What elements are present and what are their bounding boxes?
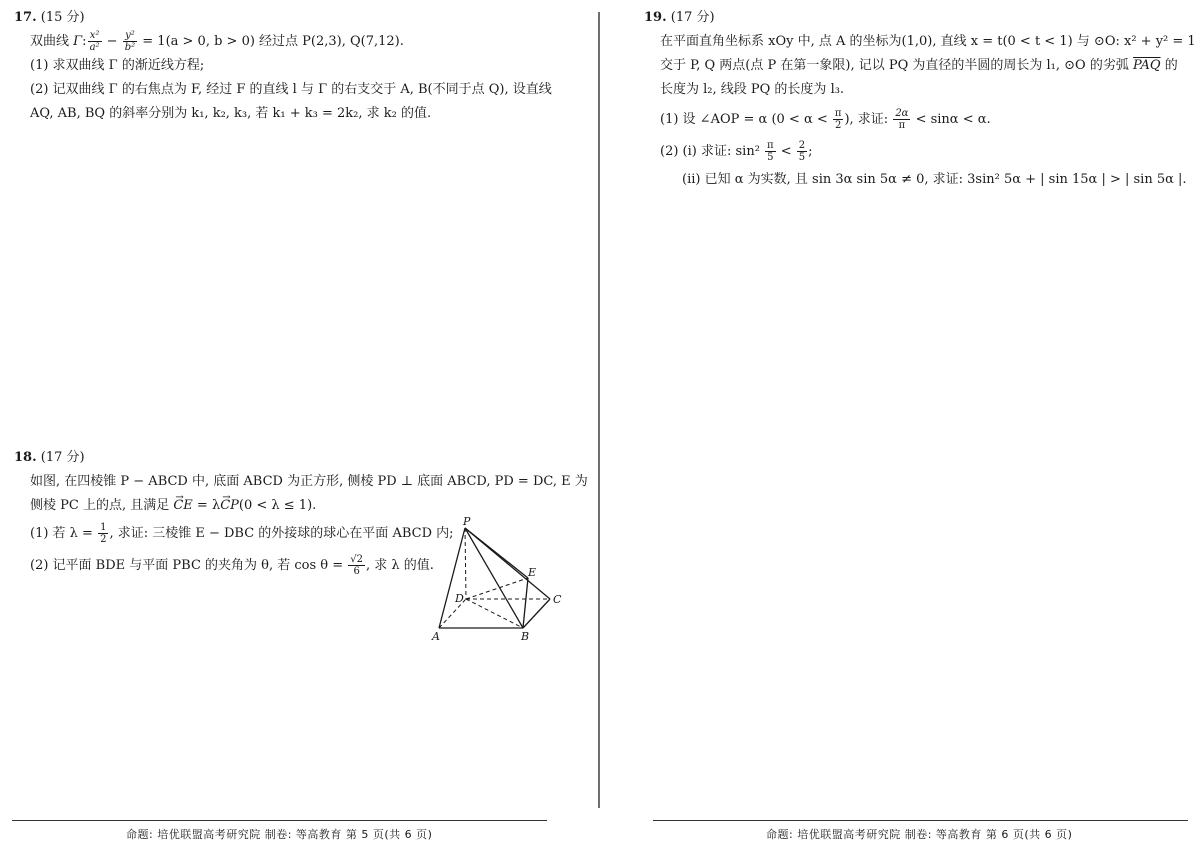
label-b: B [521,630,530,643]
left-footer-rule [12,820,547,821]
fraction-2alpha-over-pi: $\frac{2\alpha}{\pi}$ [895,108,909,131]
problem-17-question-2-line-1: (2) 记双曲线 Γ 的右焦点为 F, 经过 F 的直线 l 与 Γ 的右支交于 A, B(不同于点 Q), 设直线 [30,82,552,97]
right-footer-rule [653,820,1188,821]
vector-cp: → CP [220,498,239,513]
problem-19-number: 19. [644,10,667,25]
edge-pa [439,528,465,628]
fraction-pi-over-5: $\frac{\pi}{5}$ [767,140,774,163]
problem-19-stem-line-1: 在平面直角坐标系 xOy 中, 点 A 的坐标为(1,0), 直线 x = t(0 < t < 1) 与 ⊙O: x² + y² = 1 [660,34,1196,49]
label-d: D [455,592,464,605]
problem-19 [644,6,1196,192]
fraction-x2-a2: $\frac{\text{x²}}{\text{a²}}$ [89,30,100,53]
label-e: E [528,566,537,579]
label-p: P [463,516,471,528]
label-a: A [432,630,440,643]
left-page [0,0,598,861]
problem-17-score: (15 分) [40,10,85,25]
arc-paq: $\overline{PAQ}$ [1132,58,1161,73]
problem-18-question-2: (2) 记平面 BDE 与平面 PBC 的夹角为 θ, 若 cos θ = $\frac{√2}{6}$ , 求 λ 的值. [30,554,434,577]
problem-18-stem-line-1: 如图, 在四棱锥 P − ABCD 中, 底面 ABCD 为正方形, 侧棱 PD ⊥ 底面 ABCD, PD = DC, E 为 [30,474,588,489]
edge-de [466,578,528,599]
problem-17-question-2-line-2: AQ, AB, BQ 的斜率分别为 k₁, k₂, k₃, 若 k₁ + k₃ = 2k₂, 求 k₂ 的值. [30,106,432,121]
problem-18-number: 18. [14,450,37,465]
edge-pd [465,528,466,599]
problem-18-question-1: (1) 若 λ = $\frac{1}{2}$ , 求证: 三棱锥 E − DBC 的外接球的球心在平面 ABCD 内; [30,522,454,545]
left-footer: 命题: 培优联盟高考研究院 制卷: 等高教育 第 5 页(共 6 页) [126,828,433,841]
problem-17 [14,6,584,126]
problem-19-question-1: (1) 设 ∠AOP = α (0 < α < $\frac{\pi}{2}$ ), 求证: $\frac{2\alpha}{\pi}$ < sinα < α. [660,108,991,131]
right-footer: 命题: 培优联盟高考研究院 制卷: 等高教育 第 6 页(共 6 页) [766,828,1073,841]
fraction-one-half: $\frac{1}{2}$ [100,522,107,545]
edge-pe [465,528,528,578]
label-c: C [553,593,562,606]
problem-19-stem-line-3: 长度为 l₂, 线段 PQ 的长度为 l₃. [660,82,845,97]
problem-18-score: (17 分) [40,450,85,465]
problem-19-question-2-ii: (ⅱ) 已知 α 为实数, 且 sin 3α sin 5α ≠ 0, 求证: 3sin² 5α + | sin 15α | > | sin 5α |. [682,172,1187,187]
fraction-y2-b2: $\frac{\text{y²}}{\text{b²}}$ [124,30,136,53]
fraction-two-fifths: $\frac{2}{5}$ [798,140,806,163]
problem-19-stem-line-2: 交于 P, Q 两点(点 P 在第一象限), 记以 PQ 为直径的半圆的周长为 l₁, ⊙O 的劣弧 $\overline{PAQ}$ 的 [660,58,1178,73]
problem-17-stem: 双曲线 Γ: $\frac{\text{x²}}{\text{a²}}$ − $\frac{\text{y²}}{\text{b²}}$ = 1(a > 0, b > 0) 经过点 P(2,3), Q(7,12). [30,30,404,53]
problem-19-score: (17 分) [670,10,715,25]
problem-18-stem-line-2: 侧棱 PC 上的点, 且满足 → CE = λ→ CP(0 < λ ≤ 1). [14,494,584,518]
pyramid-figure [430,516,565,646]
edge-bc [523,599,550,628]
fraction-pi-over-2: $\frac{\pi}{2}$ [834,108,842,131]
problem-17-number: 17. [14,10,37,25]
vector-ce: → CE [173,498,192,513]
problem-17-question-1: (1) 求双曲线 Γ 的渐近线方程; [30,58,205,73]
problem-19-question-2-i: (2) (ⅰ) 求证: sin² $\frac{\pi}{5}$ < $\frac{2}{5}$ ; [660,140,813,163]
right-page [600,0,1200,861]
fraction-sqrt2-over-6: $\frac{√2}{6}$ [350,554,364,577]
edge-be [523,578,528,628]
